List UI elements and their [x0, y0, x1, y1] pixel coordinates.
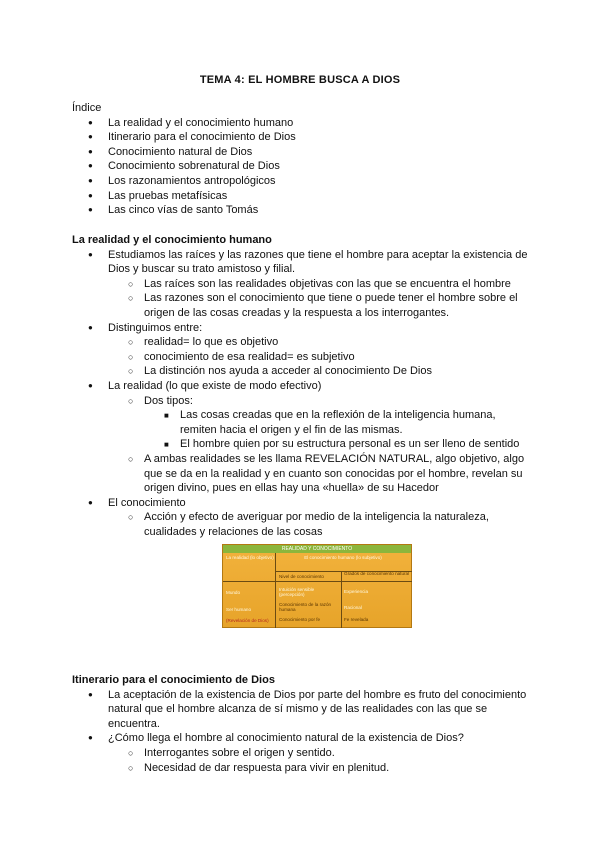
figure-cell: Fe revelada — [344, 617, 369, 622]
figure-cell: Mundo — [226, 590, 241, 595]
index-item: ● Conocimiento sobrenatural de Dios — [72, 159, 532, 174]
figure-cell: Grados de conocimiento natural — [344, 571, 410, 576]
figure-cell: El conocimiento humano (lo subjetivo) — [304, 555, 382, 560]
figure-cell: Experiencia — [344, 589, 369, 594]
list-item: ○ A ambas realidades se les llama REVELACIÓN NATURAL, algo objetivo, algo que se da en la realidad y en cuanto son conocidas por el hombre, revelan su origen divino, pues en ellas hay una «huella» de su Hacedor — [72, 452, 532, 496]
list-item: ○ conocimiento de esa realidad= es subjetivo — [72, 350, 532, 365]
list-item: ○ Interrogantes sobre el origen y sentido. — [72, 746, 532, 761]
index-item: ● La realidad y el conocimiento humano — [72, 116, 532, 131]
section-list — [72, 688, 532, 776]
index-item: ● Conocimiento natural de Dios — [72, 145, 532, 160]
index-list — [72, 116, 532, 218]
list-item: ○ Las raíces son las realidades objetivas con las que se encuentra el hombre — [72, 277, 532, 292]
list-item: ○ La distinción nos ayuda a acceder al conocimiento De Dios — [72, 364, 532, 379]
figure-cell: Intuición sensible (percepción) — [279, 587, 315, 598]
list-item: ● El conocimiento — [72, 496, 532, 511]
list-item: ○ Necesidad de dar respuesta para vivir en plenitud. — [72, 761, 532, 776]
figure-cell: (Revelación de Dios) — [226, 618, 269, 623]
list-item: ○ Las razones son el conocimiento que tiene o puede tener el hombre sobre el origen de las cosas creadas y la respuesta a los interrogantes. — [72, 291, 532, 320]
index-item: ● Las cinco vías de santo Tomás — [72, 203, 532, 218]
list-item: ● Distinguimos entre: — [72, 321, 532, 336]
index-item: ● Los razonamientos antropológicos — [72, 174, 532, 189]
index-label: Índice — [72, 102, 102, 114]
figure-cell: Ser humano — [226, 607, 252, 612]
list-item: ● La aceptación de la existencia de Dios por parte del hombre es fruto del conocimiento natural que el hombre alcanza de sí mismo y de las realidades con las que se encuentra. — [72, 688, 532, 732]
index-item: ● Las pruebas metafísicas — [72, 189, 532, 204]
index-item: ● Itinerario para el conocimiento de Dios — [72, 130, 532, 145]
reality-knowledge-figure — [222, 544, 412, 628]
index-section — [72, 101, 532, 218]
section-realidad — [72, 233, 532, 539]
list-item: ■ El hombre quien por su estructura personal es un ser lleno de sentido — [72, 437, 532, 452]
list-item: ○ realidad= lo que es objetivo — [72, 335, 532, 350]
figure-header: REALIDAD Y CONOCIMIENTO — [223, 545, 411, 553]
section-heading: La realidad y el conocimiento humano — [72, 234, 272, 246]
list-item: ● ¿Cómo llega el hombre al conocimiento natural de la existencia de Dios? — [72, 731, 532, 746]
figure-cell: Nivel de conocimiento — [279, 574, 324, 579]
figure-cell: Conocimiento por fe — [279, 617, 321, 622]
list-item: ● Estudiamos las raíces y las razones que tiene el hombre para aceptar la existencia de Dios y buscar su trato amistoso y filial. — [72, 248, 532, 277]
figure-cell: Conocimiento de la razón humana — [279, 602, 332, 613]
section-itinerario — [72, 673, 532, 775]
section-list — [72, 248, 532, 540]
list-item: ● La realidad (lo que existe de modo efectivo) — [72, 379, 532, 394]
figure-cell: Racional — [344, 605, 362, 610]
section-heading: Itinerario para el conocimiento de Dios — [72, 674, 275, 686]
list-item: ■ Las cosas creadas que en la reflexión de la inteligencia humana, remiten hacia el origen y el fin de las mismas. — [72, 408, 532, 437]
figure-cell: La realidad (lo objetivo) — [226, 555, 274, 560]
list-item: ○ Dos tipos: — [72, 394, 532, 409]
list-item: ○ Acción y efecto de averiguar por medio de la inteligencia la naturaleza, cualidades y relaciones de las cosas — [72, 510, 532, 539]
document-title: TEMA 4: EL HOMBRE BUSCA A DIOS — [199, 74, 401, 86]
